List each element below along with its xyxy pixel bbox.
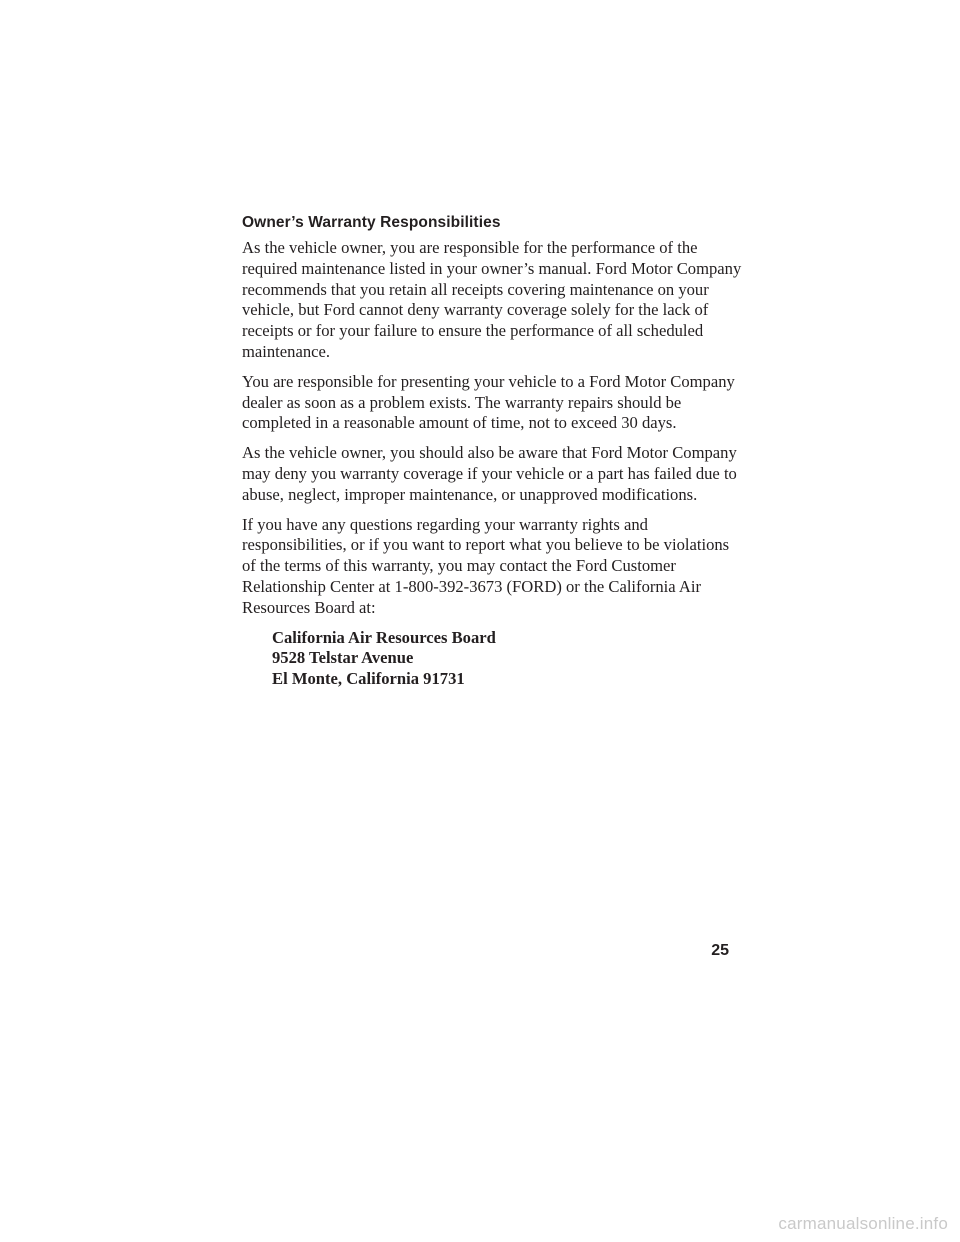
paragraph-questions: If you have any questions regarding your warranty rights and responsibilities, or if you want to report what you believe to be violations of the terms of this warranty, you may contact the Ford Customer Relationship Center at 1-800-392-3673 (FORD) or the California Air Resources Board at: [242,514,730,617]
paragraph-maintenance: As the vehicle owner, you are responsible for the performance of the required maintenance listed in your owner’s manual. Ford Motor Company recommends that you retain all receipts covering maintenance on your vehicle, but Ford cannot deny warranty coverage solely for the lack of receipts or for your failure to ensure the performance of all scheduled maintenance. [242,238,742,361]
paragraph-denial: As the vehicle owner, you should also be aware that Ford Motor Company may deny you warranty coverage if your vehicle or a part has failed due to abuse, neglect, improper maintenance, or unapproved modifications. [242,443,737,504]
address-line-city: El Monte, California 91731 [272,669,465,689]
section-heading: Owner’s Warranty Responsibilities [242,214,501,231]
address-line-organization: California Air Resources Board [272,627,496,647]
address-block [242,628,742,690]
address-line-street: 9528 Telstar Avenue [272,648,414,668]
watermark-text: carmanualsonline.info [778,1214,948,1233]
page-number: 25 [711,942,729,959]
page-content [242,213,742,690]
paragraph-dealer: You are responsible for presenting your vehicle to a Ford Motor Company dealer as soon as a problem exists. The warranty repairs should be completed in a reasonable amount of time, not to exceed 30 days. [242,371,735,433]
